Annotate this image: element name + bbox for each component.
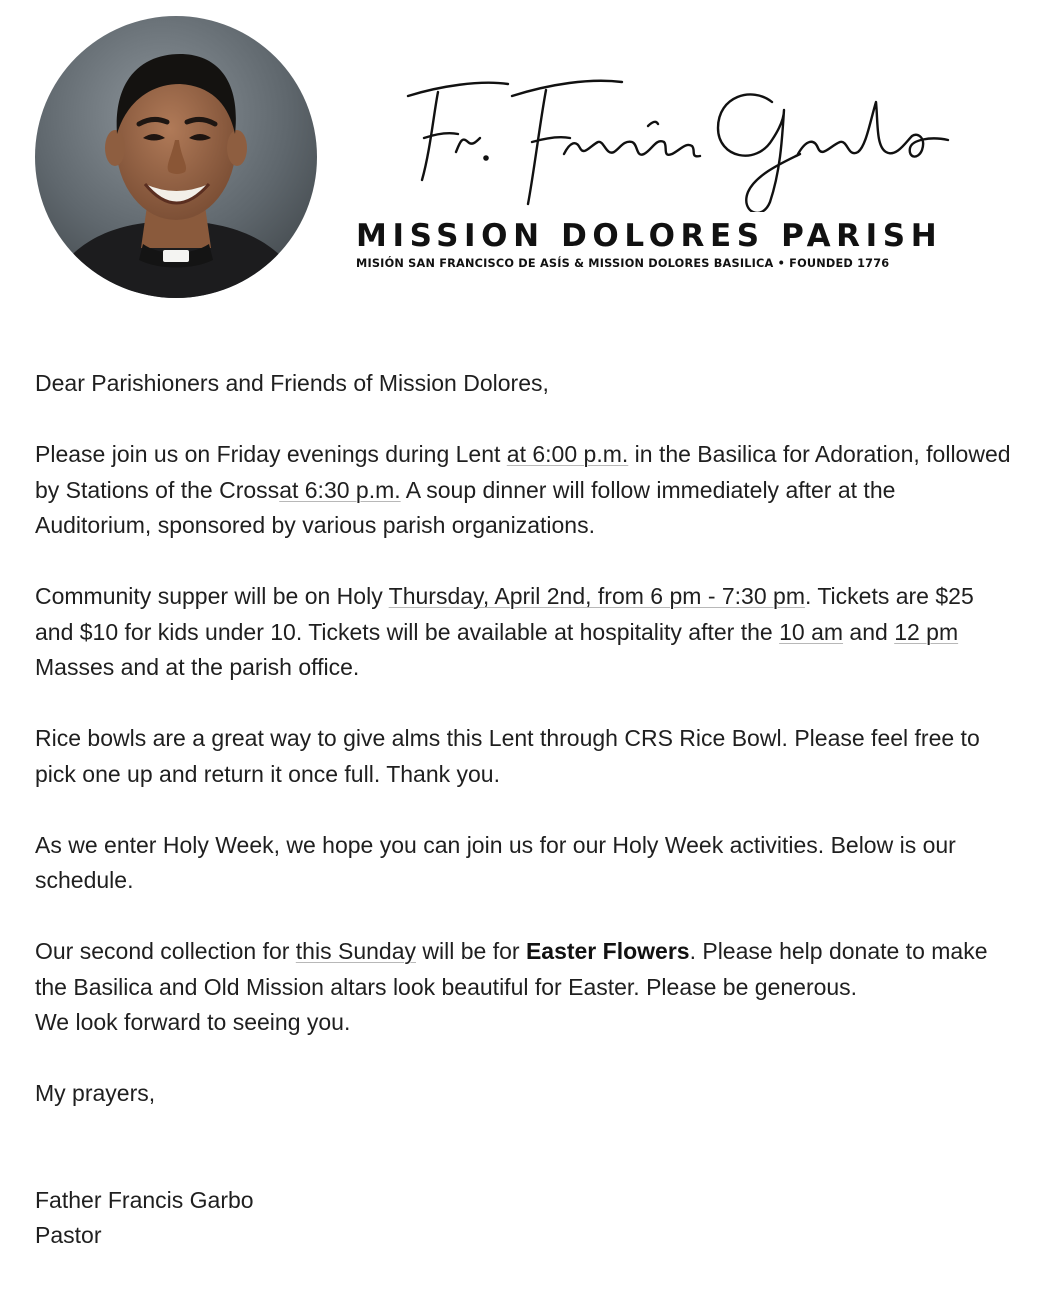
date-link-supper[interactable]: Thursday, April 2nd, from 6 pm - 7:30 pm [388, 583, 805, 609]
closing: My prayers, [35, 1080, 156, 1106]
text-segment: Community supper will be on Holy [35, 583, 389, 609]
date-link-sunday[interactable]: this Sunday [295, 938, 416, 964]
letterhead [0, 0, 1040, 310]
time-link-adoration[interactable]: at 6:00 p.m. [506, 441, 629, 467]
paragraph-community-supper [35, 579, 1015, 686]
paragraph-rice-bowls: Rice bowls are a great way to give alms this Lent through CRS Rice Bowl. Please feel free to pick one up and return it once full. Thank you. [35, 725, 980, 787]
signer-title: Pastor [35, 1222, 102, 1248]
time-link-10am[interactable]: 10 am [779, 618, 844, 645]
time-link-12pm[interactable]: 12 pm [894, 618, 959, 645]
signer-name: Father Francis Garbo [35, 1186, 254, 1213]
paragraph-look-forward: We look forward to seeing you. [35, 1009, 351, 1035]
pastor-photo [35, 16, 317, 298]
letter-body [35, 366, 1015, 1254]
text-segment: in the Basilica for Adoration, followed by Stations of the Cross [35, 441, 1011, 503]
parish-subtitle: MISIÓN SAN FRANCISCO DE ASÍS & MISSION DOLORES BASILICA • FOUNDED 1776 [356, 257, 890, 270]
paragraph-lent-fridays [35, 437, 1015, 544]
paragraph-second-collection [35, 934, 1015, 1005]
text-segment: . Tickets are $25 and $10 for kids under 10. Tickets will be available at hospitality after the [35, 583, 974, 645]
signature-logo [400, 62, 960, 212]
text-segment: A soup dinner will follow immediately after at the Auditorium, sponsored by various parish organizations. [35, 476, 896, 538]
parish-name: MISSION DOLORES PARISH [356, 218, 943, 254]
text-segment: Masses and at the parish office. [35, 654, 360, 680]
easter-flowers-emphasis: Easter Flowers [525, 938, 690, 964]
greeting: Dear Parishioners and Friends of Mission Dolores, [35, 370, 549, 396]
text-segment: Our second collection for [35, 938, 296, 964]
text-segment: will be for [416, 938, 526, 964]
text-segment: . Please help donate to make the Basilica and Old Mission altars look beautiful for Easter. Please be generous. [35, 938, 988, 1000]
portrait-illustration [35, 16, 317, 298]
text-segment: and [843, 618, 895, 645]
time-link-stations[interactable]: at 6:30 p.m. [279, 476, 401, 503]
text-segment: Please join us on Friday evenings during Lent [35, 441, 507, 467]
paragraph-holy-week: As we enter Holy Week, we hope you can join us for our Holy Week activities. Below is our schedule. [35, 831, 956, 893]
